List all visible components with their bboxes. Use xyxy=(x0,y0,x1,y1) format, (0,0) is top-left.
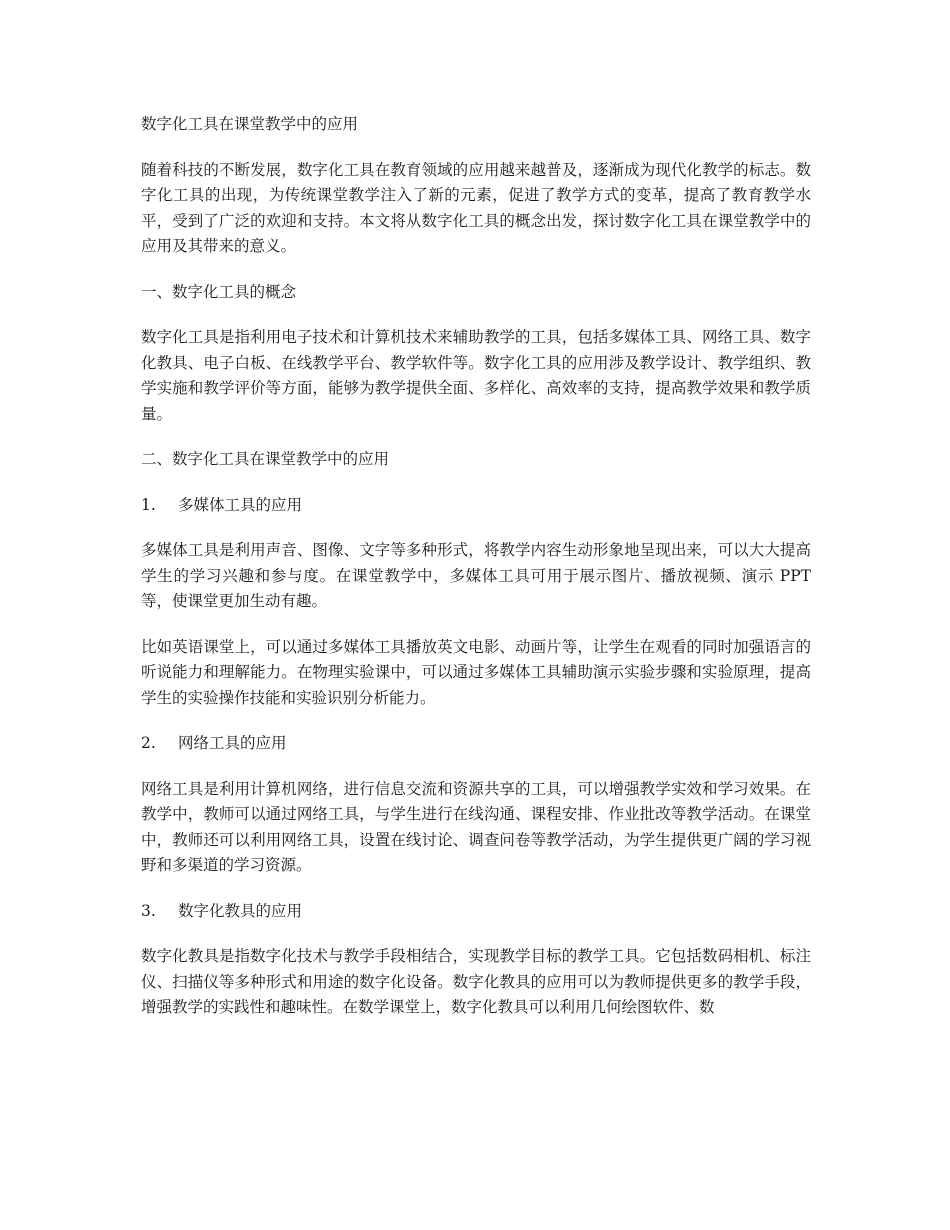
subheading-title: 数字化教具的应用 xyxy=(178,901,303,920)
multimedia-paragraph-1: 多媒体工具是利用声音、图像、文字等多种形式，将教学内容生动形象地呈现出来，可以大大提高学生的学习兴趣和参与度。在课堂教学中，多媒体工具可用于展示图片、播放视频、演示 PPT 等，使课堂更加生动有趣。 xyxy=(141,541,811,610)
multimedia-paragraph-2: 比如英语课堂上，可以通过多媒体工具播放英文电影、动画片等，让学生在观看的同时加强语言的听说能力和理解能力。在物理实验课中，可以通过多媒体工具辅助演示实验步骤和实验原理，提高学生的实验操作技能和实验识别分析能力。 xyxy=(141,637,811,707)
subheading-number: 2. xyxy=(141,734,156,752)
network-paragraph: 网络工具是利用计算机网络，进行信息交流和资源共享的工具，可以增强教学实效和学习效果。在教学中，教师可以通过网络工具，与学生进行在线沟通、课程安排、作业批改等教学活动。在课堂中，教师还可以利用网络工具，设置在线讨论、调查问卷等教学活动，为学生提供更广阔的学习视野和多渠道的学习资源。 xyxy=(141,779,811,874)
subheading-digital-teaching-aids xyxy=(141,899,811,925)
document-title: 数字化工具在课堂教学中的应用 xyxy=(141,115,359,133)
concept-paragraph: 数字化工具是指利用电子技术和计算机技术来辅助教学的工具，包括多媒体工具、网络工具、数字化教具、电子白板、在线教学平台、教学软件等。数字化工具的应用涉及教学设计、教学组织、教学实施和教学评价等方面，能够为教学提供全面、多样化、高效率的支持，提高教学效果和教学质量。 xyxy=(141,328,811,423)
subheading-title: 多媒体工具的应用 xyxy=(178,495,303,514)
section-heading-application: 二、数字化工具在课堂教学中的应用 xyxy=(141,450,390,468)
subheading-number: 1. xyxy=(141,495,156,514)
document-page xyxy=(141,104,811,1021)
subheading-network xyxy=(141,731,811,757)
subheading-number: 3. xyxy=(141,901,156,920)
section-heading-concept: 一、数字化工具的概念 xyxy=(141,282,297,301)
intro-paragraph: 随着科技的不断发展，数字化工具在教育领域的应用越来越普及，逐渐成为现代化教学的标志。数字化工具的出现，为传统课堂教学注入了新的元素，促进了教学方式的变革，提高了教育教学水平，受到了广泛的欢迎和支持。本文将从数字化工具的概念出发，探讨数字化工具在课堂教学中的应用及其带来的意义。 xyxy=(141,160,811,255)
subheading-title: 网络工具的应用 xyxy=(178,734,287,752)
digital-aids-paragraph: 数字化教具是指数字化技术与教学手段相结合，实现教学目标的教学工具。它包括数码相机、标注仪、扫描仪等多种形式和用途的数字化设备。数字化教具的应用可以为教师提供更多的教学手段，增强教学的实践性和趣味性。在数学课堂上，数字化教具可以利用几何绘图软件、数 xyxy=(141,947,811,1016)
subheading-multimedia xyxy=(141,493,811,519)
